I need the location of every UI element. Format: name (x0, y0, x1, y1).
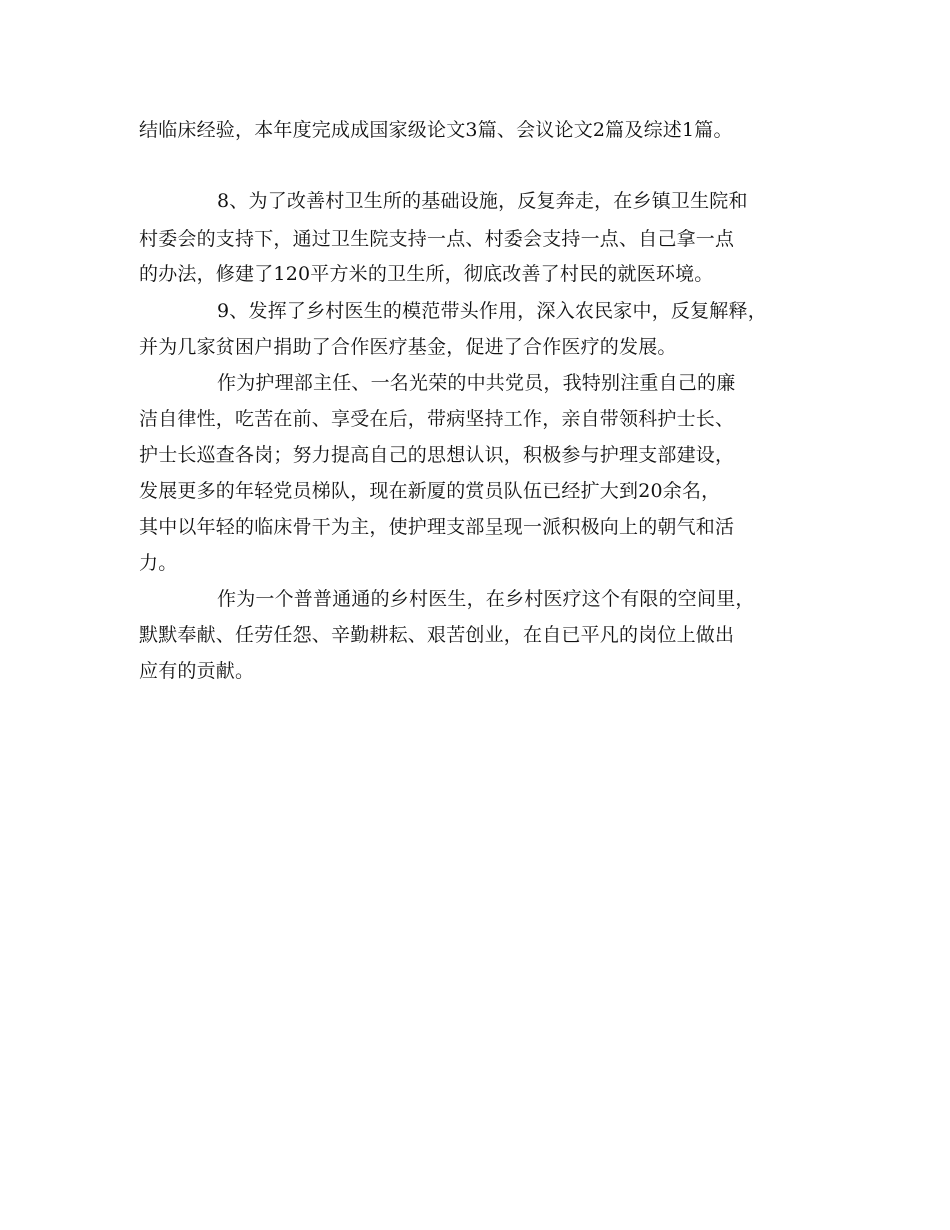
text-line-13: 作为一个普普通通的乡村医生，在乡村医疗这个有限的空间里， (217, 588, 755, 610)
text-line-15: 应有的贡献。 (139, 660, 255, 682)
text-line-11: 其中以年轻的临床骨干为主，使护理支部呈现一派积极向上的朝气和活 (139, 516, 735, 538)
text-line-6: 并为几家贫困户捐助了合作医疗基金，促进了合作医疗的发展。 (139, 336, 677, 358)
text-line-10: 发展更多的年轻党员梯队，现在新厦的赏员队伍已经扩大到20余名， (139, 480, 721, 502)
text-line-14: 默默奉献、任劳任怨、辛勤耕耘、艰苦创业，在自已平凡的岗位上做出 (139, 624, 735, 646)
text-line-12: 力。 (139, 552, 178, 574)
text-line-2: 8、为了改善村卫生所的基础设施，反复奔走，在乡镇卫生院和 (217, 190, 748, 212)
text-line-4: 的办法，修建了120平方米的卫生所，彻底改善了村民的就医环境。 (139, 263, 714, 285)
text-line-7: 作为护理部主任、一名光荣的中共党员，我特别注重自己的廉 (217, 372, 736, 394)
text-line-5: 9、发挥了乡村医生的模范带头作用，深入农民家中，反复解释， (217, 300, 767, 322)
text-line-8: 洁自律性，吃苦在前、享受在后，带病坚持工作，亲自带领科护士长、 (139, 408, 735, 430)
text-line-9: 护士长巡查各岗；努力提高自己的思想认识，积极参与护理支部建设， (139, 444, 735, 466)
text-line-3: 村委会的支持下，通过卫生院支持一点、村委会支持一点、自己拿一点 (139, 228, 735, 250)
text-line-1: 结临床经验，本年度完成成国家级论文3篇、会议论文2篇及综述1篇。 (139, 119, 733, 141)
